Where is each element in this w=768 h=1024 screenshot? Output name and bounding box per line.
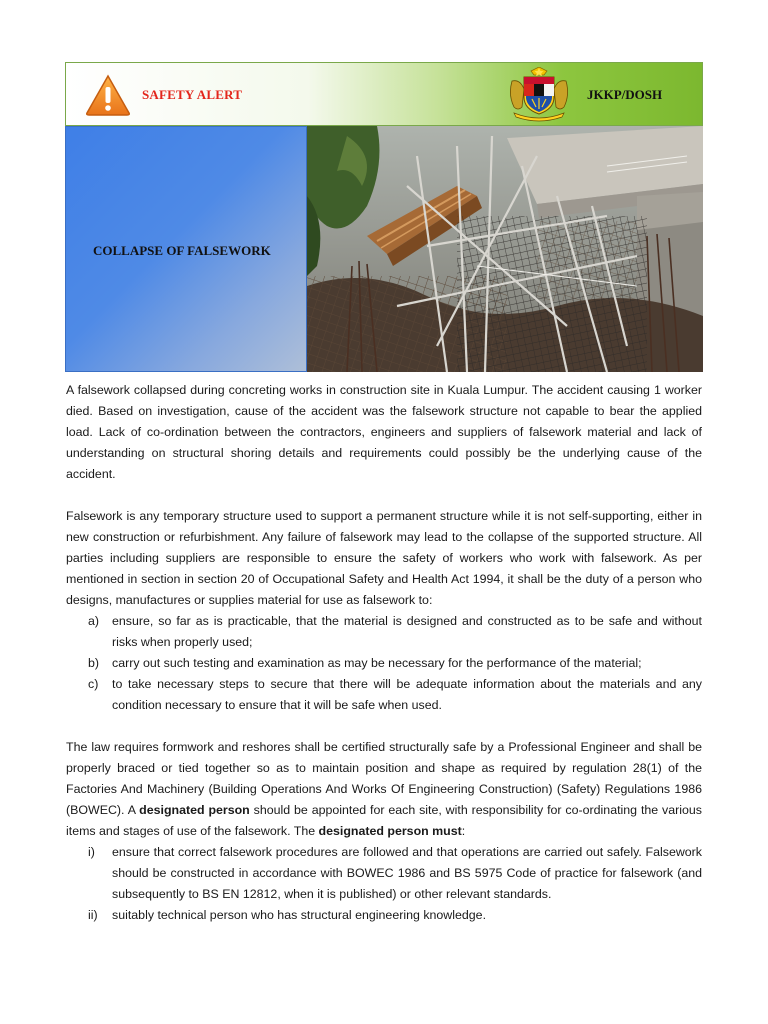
- designated-person-emphasis: designated person: [139, 803, 250, 817]
- warning-icon: [84, 73, 132, 117]
- list-item: b) carry out such testing and examination as may be necessary for the performance of the material;: [88, 656, 642, 670]
- safety-alert-title: SAFETY ALERT: [142, 87, 243, 102]
- duty-list: [66, 611, 702, 716]
- list-item: i) ensure that correct falsework procedures are followed and that operations are carried out safely. Falsework should be constructed in accordance with BOWEC 1986 and BS 5975 Code of practice for falsework (and subsequently to BS EN 12812, when it is published) or other relevant standards.: [88, 845, 702, 901]
- paragraph-incident: A falsework collapsed during concreting works in construction site in Kuala Lumpur. The accident causing 1 worker died. Based on investigation, cause of the accident was the falsework structure not capable to bear the applied load. Lack of co-ordination between the contractors, engineers and suppliers of falsework material and lack of understanding on structural shoring details and requirements could possibly be the underlying cause of the accident.: [66, 383, 702, 481]
- list-item: c) to take necessary steps to secure that there will be adequate information about the materials and any condition necessary to ensure that it will be safe when used.: [88, 677, 702, 712]
- paragraph-legal-requirement: The law requires formwork and reshores shall be certified structurally safe by a Professional Engineer and shall be properly braced or tied together so as to maintain position and shape as required by regulation 28(1) of the Factories And Machinery (Building Operations And Works Of Engineering Construction) (Safety) Regulations 1986 (BOWEC). A designated person should be appointed for each site, with responsibility for co-ordinating the various items and stages of use of the falsework. The designated person must:: [66, 740, 702, 838]
- paragraph-falsework-definition: Falsework is any temporary structure used to support a permanent structure while it is not self-supporting, either in new construction or refurbishment. Any failure of falsework may lead to the collapse of the supported structure. All parties including suppliers are responsible to ensure the safety of workers who work with falsework. As per mentioned in section in section 20 of Occupational Safety and Health Act 1994, it shall be the duty of a person who designs, manufactures or supplies material for use as falsework to:: [66, 509, 702, 607]
- list-item: a) ensure, so far as is practicable, that the material is designed and constructed as to be safe and without risks when properly used;: [88, 614, 702, 649]
- headline-title: COLLAPSE OF FALSEWORK: [93, 243, 271, 258]
- designated-person-list: [66, 842, 702, 926]
- headline-panel: [65, 126, 307, 372]
- coat-of-arms-emblem: [506, 67, 572, 123]
- collapsed-falsework-photo: [307, 126, 703, 372]
- designated-person-must-emphasis: designated person must: [318, 824, 462, 838]
- agency-name: JKKP/DOSH: [587, 87, 663, 102]
- safety-alert-header: [65, 62, 703, 126]
- article-body: [66, 380, 702, 947]
- list-item: ii) suitably technical person who has structural engineering knowledge.: [88, 908, 487, 922]
- collapsed-falsework-illustration: [307, 126, 703, 372]
